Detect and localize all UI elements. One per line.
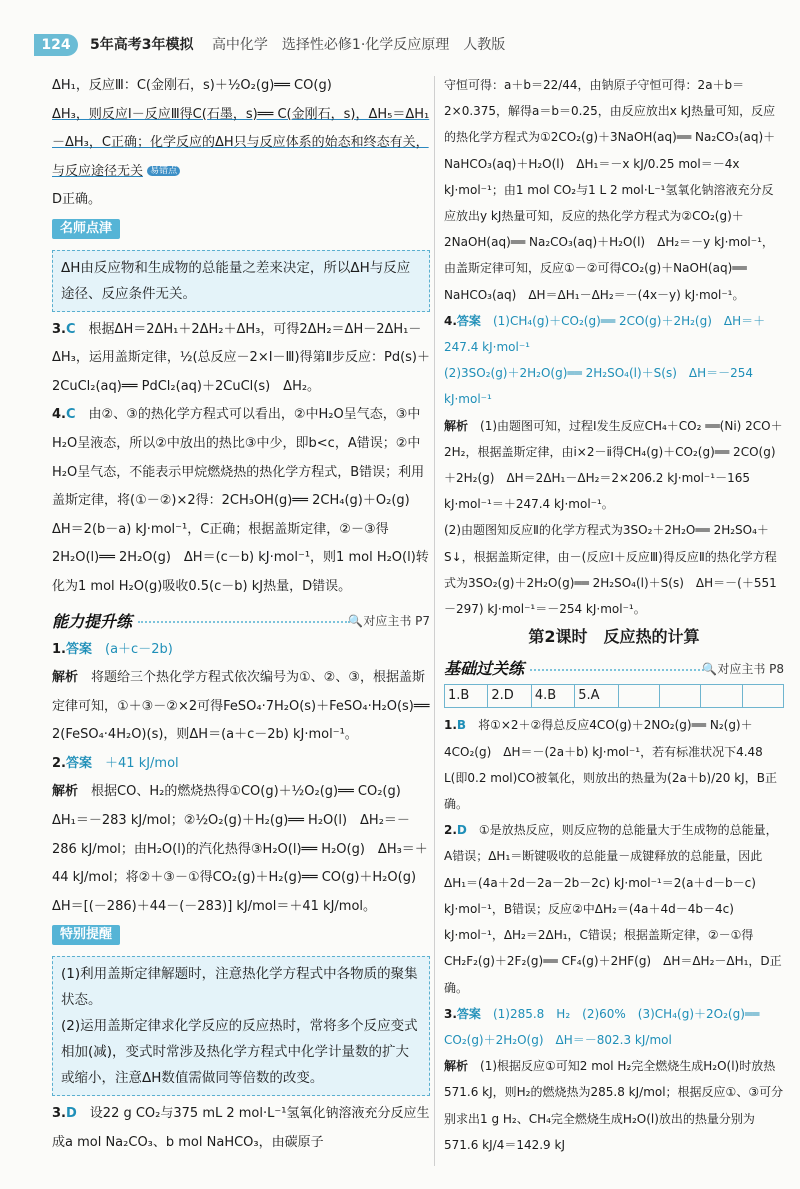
section-title-2: 基础过关练 (444, 659, 525, 679)
page-header (0, 30, 800, 62)
right-column (444, 72, 784, 1158)
b4-explain-2: (2)由题图知反应Ⅱ的化学方程式为3SO₂＋2H₂O══ 2H₂SO₄＋S↓，根据盖斯定律，由－(反应Ⅰ＋反应Ⅲ)得反应Ⅱ的热化学方程式为3SO₂(g)＋2H₂O(g)══ 2H₂SO₄(l)＋S(s) ΔH＝－(＋551－297) kJ·mol⁻¹＝－254 kJ·mol⁻¹。 (444, 523, 777, 617)
book-brand: 5年高考3年模拟 (90, 37, 194, 53)
b4-explain-1: (1)由题图可知，过程Ⅰ发生反应CH₄＋CO₂ ══(Ni) 2CO＋2H₂，根据盖斯定律，由ⅰ×2－ⅱ得CH₄(g)＋CO₂(g)══ 2CO(g)＋2H₂(g) ΔH＝2ΔH₁－ΔH₂＝2×206.2 kJ·mol⁻¹－165 kJ·mol⁻¹＝＋247.4 kJ·mol⁻¹。 (444, 418, 783, 512)
search-icon: 🔍 (348, 613, 364, 628)
tip-title-tebie: 特别提醒 (52, 925, 120, 945)
a1-explain-text: 将题给三个热化学方程式依次编号为①、②、③，根据盖斯定律可知，①＋③－②×2可得FeSO₄·7H₂O(s)＋FeSO₄·H₂O(s)══ 2(FeSO₄·4H₂O)(s)，则ΔH＝(a＋c－2b) kJ·mol⁻¹。 (52, 670, 430, 743)
a1-label: 答案 (65, 641, 92, 657)
answer-cell (659, 685, 700, 708)
q4-answer: C (65, 407, 76, 423)
a2-label: 答案 (65, 755, 92, 771)
c3-label: 答案 (456, 1006, 481, 1021)
c3-item (444, 1001, 784, 1053)
answer-cell (701, 685, 742, 708)
q3-item (52, 316, 430, 402)
c3-number: 3. (444, 1006, 457, 1021)
left-column (52, 72, 430, 1157)
section-ref-2-text: 对应主书 P8 (717, 662, 784, 677)
answer-cell: 1.B (445, 685, 488, 708)
book-subject: 高中化学 选择性必修1·化学反应原理 人教版 (211, 37, 506, 53)
breadcrumb (90, 34, 505, 56)
section-ref-2 (702, 656, 784, 682)
q4-text: 由②、③的热化学方程式可以看出，②中H₂O呈气态，③中H₂O呈液态，所以②中放出的热比③中少，即b<c，A错误；②中H₂O呈气态，不能表示甲烷燃烧热的热化学方程式，B错误；利用盖斯定律，将(①－②)×2得：2CH₃OH(g)══ 2CH₄(g)＋O₂(g) ΔH＝2(b－a) kJ·mol⁻¹，C正确；根据盖斯定律，②－③得2H₂O(l)══ 2H₂O(g) ΔH＝(c－b) kJ·mol⁻¹，则1 mol H₂O(l)转化为1 mol H₂O(g)吸收0.5(c－b) kJ热量，D错误。 (52, 407, 429, 594)
c3-explain-text: (1)根据反应①可知2 mol H₂完全燃烧生成H₂O(l)时放热571.6 kJ，则H₂的燃烧热为285.8 kJ/mol；根据反应①、③可分别求出1 g H₂、CH₄完全燃烧生成H₂O(l)放出的热量分别为571.6 kJ/4＝142.9 kJ (444, 1059, 784, 1152)
a3-text: 设22 g CO₂与375 mL 2 mol·L⁻¹氢氧化钠溶液充分反应生成a mol Na₂CO₃、b mol NaHCO₃，由碳原子 (52, 1106, 430, 1150)
answer-cell (618, 685, 659, 708)
section-header-jichu (444, 656, 784, 682)
tip-box-mingshi: ΔH由反应物和生成物的总能量之差来决定，所以ΔH与反应途径、反应条件无关。 (52, 250, 430, 312)
c1-answer: B (456, 718, 467, 733)
tip-box-tebie (52, 956, 430, 1096)
c2-item (444, 817, 784, 1000)
a2-explain (52, 778, 430, 921)
q3-answer: C (65, 321, 76, 337)
a1-explain-label: 解析 (52, 670, 79, 686)
search-icon: 🔍 (702, 662, 718, 677)
c2-text: ①是放热反应，则反应物的总能量大于生成物的总能量，A错误；ΔH₁＝断键吸收的总能量－成键释放的总能量，因此ΔH₁＝(4a＋2d－2a－2b－2c) kJ·mol⁻¹＝2(a＋d－b－c) kJ·mol⁻¹，B错误；反应②中ΔH₂＝(4a＋4d－4b－4c) kJ·mol⁻¹，ΔH₂＝2ΔH₁，C错误；根据盖斯定律，②－①得CH₂F₂(g)＋2F₂(g)══ CF₄(g)＋2HF(g) ΔH＝ΔH₂－ΔH₁，D正确。 (444, 823, 782, 995)
a3-answer: D (65, 1106, 77, 1122)
a2-explain-text: 根据CO、H₂的燃烧热得①CO(g)＋½O₂(g)══ CO₂(g) ΔH₁＝－283 kJ/mol；②½O₂(g)＋H₂(g)══ H₂O(l) ΔH₂＝－286 kJ/mol；由H₂O(l)的汽化热得③H₂O(l)══ H₂O(g) ΔH₃＝＋44 kJ/mol；将②＋③－①得CO₂(g)＋H₂(g)══ CO(g)＋H₂O(g) ΔH＝[(－286)＋44－(－283)] kJ/mol＝＋41 kJ/mol。 (52, 784, 430, 914)
c3-explain-label: 解析 (444, 1059, 469, 1074)
q4-number: 4. (52, 407, 66, 423)
a2-value: ＋41 kJ/mol (105, 755, 179, 771)
q3-number: 3. (52, 321, 66, 337)
left-para-2 (52, 101, 430, 187)
a1-value: (a＋c－2b) (105, 641, 173, 657)
section-title: 能力提升练 (52, 611, 133, 631)
tip-title-mingshi: 名师点津 (52, 219, 120, 239)
c3-value: (1)285.8 H₂ (2)60% (3)CH₄(g)＋2O₂(g)══ CO₂(g)＋2H₂O(g) ΔH＝－802.3 kJ/mol (444, 1006, 760, 1047)
a2-number: 2. (52, 755, 66, 771)
b4-line-2: (2)3SO₂(g)＋2H₂O(g)══ 2H₂SO₄(l)＋S(s) ΔH＝－254 kJ·mol⁻¹ (444, 366, 754, 407)
c1-text: 将①×2＋②得总反应4CO(g)＋2NO₂(g)══ N₂(g)＋4CO₂(g) ΔH＝－(2a＋b) kJ·mol⁻¹，若有标准状况下4.48 L(即0.2 mol)CO被氧化，则放出的热量为(2a＋b)/20 kJ，B正确。 (444, 718, 777, 812)
c2-answer: D (456, 823, 467, 838)
answer-table (444, 684, 784, 708)
section-ref-text: 对应主书 P7 (363, 613, 430, 628)
a3-number: 3. (52, 1106, 66, 1122)
section-dots (138, 621, 350, 623)
c1-number: 1. (444, 718, 457, 733)
b4-explain-label: 解析 (444, 418, 469, 433)
b4-item (444, 308, 784, 360)
b4-number: 4. (444, 313, 457, 328)
answer-row (445, 685, 784, 708)
c2-number: 2. (444, 823, 457, 838)
mistake-tag: 易错点 (147, 166, 180, 176)
left-para-1: ΔH₁，反应Ⅲ：C(金刚石，s)＋½O₂(g)══ CO(g) (52, 78, 332, 93)
left-para-3: D正确。 (52, 192, 102, 208)
column-divider (434, 76, 435, 1166)
b4-explain (444, 413, 784, 518)
a2-explain-label: 解析 (52, 784, 79, 800)
c1-item (444, 712, 784, 817)
answer-cell: 5.A (575, 685, 618, 708)
b4-label: 答案 (456, 313, 481, 328)
answer-cell: 2.D (488, 685, 531, 708)
tip-line-1: (1)利用盖斯定律解题时，注意热化学方程式中各物质的聚集状态。 (61, 966, 418, 1009)
page-number: 124 (34, 34, 78, 56)
section-ref (348, 608, 430, 634)
lesson-title: 第2课时 反应热的计算 (528, 627, 700, 647)
answer-cell: 4.B (531, 685, 574, 708)
section-header-nengli (52, 608, 430, 634)
section-dots-2 (530, 669, 704, 671)
answer-cell (742, 685, 783, 708)
a3-item (52, 1100, 430, 1157)
q4-item (52, 401, 430, 601)
left-para-2-text: ΔH₃，则反应Ⅰ－反应Ⅲ得C(石墨，s)══ C(金刚石，s)，ΔH₅＝ΔH₁－ΔH₃，C正确；化学反应的ΔH只与反应体系的始态和终态有关，与反应途径无关 (52, 106, 430, 179)
a2-item (52, 750, 430, 779)
a1-number: 1. (52, 641, 66, 657)
b4-line-1: (1)CH₄(g)＋CO₂(g)══ 2CO(g)＋2H₂(g) ΔH＝＋247.4 kJ·mol⁻¹ (444, 313, 766, 355)
tip-line-2: (2)运用盖斯定律求化学反应的反应热时，常将多个反应变式相加(减)，变式时常涉及热化学方程式中化学计量数的扩大或缩小，注意ΔH数值需做同等倍数的改变。 (61, 1018, 418, 1087)
q3-text: 根据ΔH＝2ΔH₁＋2ΔH₂＋ΔH₃，可得2ΔH₂＝ΔH－2ΔH₁－ΔH₃，运用盖斯定律，½(总反应－2×Ⅰ－Ⅲ)得第Ⅱ步反应：Pd(s)＋2CuCl₂(aq)══ PdCl₂(aq)＋2CuCl(s) ΔH₂。 (52, 321, 430, 394)
a1-explain (52, 664, 430, 750)
right-para-1: 守恒可得：a＋b＝22/44，由钠原子守恒可得：2a＋b＝2×0.375，解得a＝b＝0.25，由反应放出x kJ热量可知，反应的热化学方程式为①2CO₂(g)＋3NaOH(aq)══ Na₂CO₃(aq)＋NaHCO₃(aq)＋H₂O(l) ΔH₁＝－x kJ/0.25 mol＝－4x kJ·mol⁻¹；由1 mol CO₂与1 L 2 mol·L⁻¹氢氧化钠溶液充分反应放出y kJ热量可知，反应的热化学方程式为②CO₂(g)＋2NaOH(aq)══ Na₂CO₃(aq)＋H₂O(l) ΔH₂＝－y kJ·mol⁻¹，由盖斯定律可知，反应①－②可得CO₂(g)＋NaOH(aq)══ NaHCO₃(aq) ΔH＝ΔH₁－ΔH₂＝－(4x－y) kJ·mol⁻¹。 (444, 78, 776, 302)
a1-item (52, 636, 430, 665)
c3-explain (444, 1053, 784, 1158)
